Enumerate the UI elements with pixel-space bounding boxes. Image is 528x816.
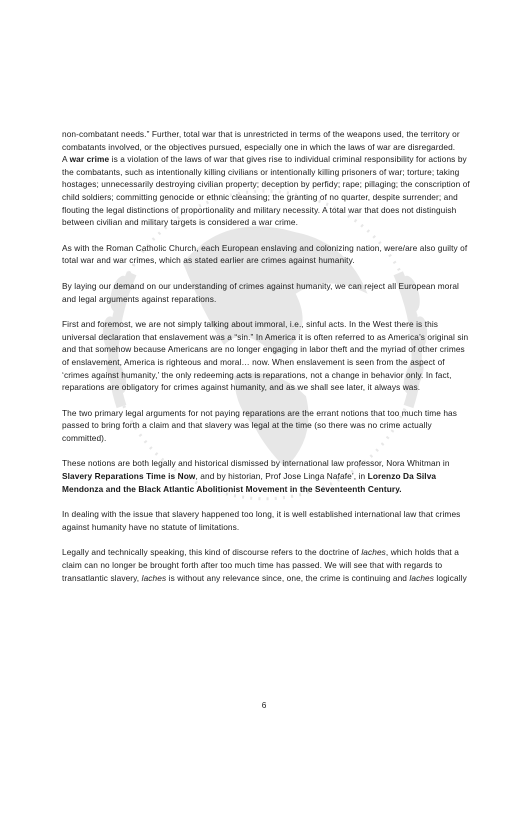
text-run: In dealing with the issue that slavery happened too long, it is well established international law that crimes against humanity have no statute of limitations. bbox=[62, 509, 461, 532]
paragraph bbox=[62, 457, 470, 495]
italic-text: laches bbox=[409, 572, 435, 583]
document-body bbox=[62, 128, 470, 597]
text-run: Legally and technically speaking, this kind of discourse refers to the doctrine of bbox=[62, 547, 362, 558]
block-quote bbox=[62, 546, 470, 584]
page-number: 6 bbox=[261, 700, 267, 710]
text-run: non-combatant needs.” Further, total war that is unrestricted in terms of the weapons used, the territory or combatants involved, or the objectives pursued, especially one in which the laws of war are disregarded. bbox=[62, 129, 460, 152]
bold-text: Slavery Reparations Time is Now bbox=[62, 471, 196, 482]
text-run: A bbox=[62, 154, 70, 165]
text-run: First and foremost, we are not simply talking about immoral, i.e., sinful acts. In the West there is this universal declaration that enslavement was a “sin.” In America it is often referred to as America’s original sin and that somehow because Americans are no longer engaging in labor theft and the myriad of other crimes of enslavement, America is righteous and moral… now. When enslavement is seen from the aspect of ‘crimes against humanity,’ the only redeeming acts is reparations, not a change in behavior only. In fact, reparations are obligatory for crimes against humanity, and as we shall see later, it always was. bbox=[62, 319, 469, 393]
text-run: As with the Roman Catholic Church, each European enslaving and colonizing nation, were/are also guilty of total war and war crimes, which as stated earlier are crimes against humanity. bbox=[62, 242, 468, 266]
bold-text: Lorenzo Da Silva Mendonza and the Black Atlantic Abolitionist Movement in the Seventeenth Century. bbox=[62, 471, 437, 494]
paragraph bbox=[62, 318, 470, 394]
paragraph bbox=[62, 508, 470, 533]
italic-text: laches bbox=[141, 572, 167, 583]
text-run: logically bbox=[434, 572, 467, 583]
text-run: , and by historian, Prof Jose Linga Nafafe’, in bbox=[195, 471, 368, 482]
paragraph bbox=[62, 242, 470, 267]
paragraph bbox=[62, 407, 470, 445]
text-run: These notions are both legally and historical dismissed by international law professor, Nora Whitman in bbox=[62, 458, 450, 469]
bold-text: war crime bbox=[69, 154, 110, 165]
paragraph bbox=[62, 280, 470, 305]
text-run: , which holds that a claim can no longer be brought forth after too much time has passed. We will see that with regards to transatlantic slavery, bbox=[62, 547, 459, 583]
italic-text: laches bbox=[361, 547, 386, 558]
text-run: is without any relevance since, one, the crime is continuing and bbox=[166, 572, 410, 583]
block-quote bbox=[62, 153, 470, 229]
block-quote bbox=[62, 128, 470, 153]
text-run: By laying our demand on our understanding of crimes against humanity, we can reject all European moral and legal arguments against reparations. bbox=[62, 280, 459, 304]
text-run: is a violation of the laws of war that gives rise to individual criminal responsibility for actions by the combatants, such as intentionally killing civilians or intentionally killing prisoners of war; torture; taking hostages; unnecessarily destroying civilian property; deception by perfidy; rape; pillaging; the conscription of child soldiers; committing genocide or ethnic cleansing; the granting of no quarter, despite surrender; and flouting the legal distinctions of proportionality and military necessity. A total war that does not distinguish between civilian and military targets is considered a war crime. bbox=[62, 154, 470, 228]
text-run: The two primary legal arguments for not paying reparations are the errant notions that too much time has passed to bring forth a claim and that slavery was legal at the time (so there was no crime actually committed). bbox=[62, 407, 458, 443]
